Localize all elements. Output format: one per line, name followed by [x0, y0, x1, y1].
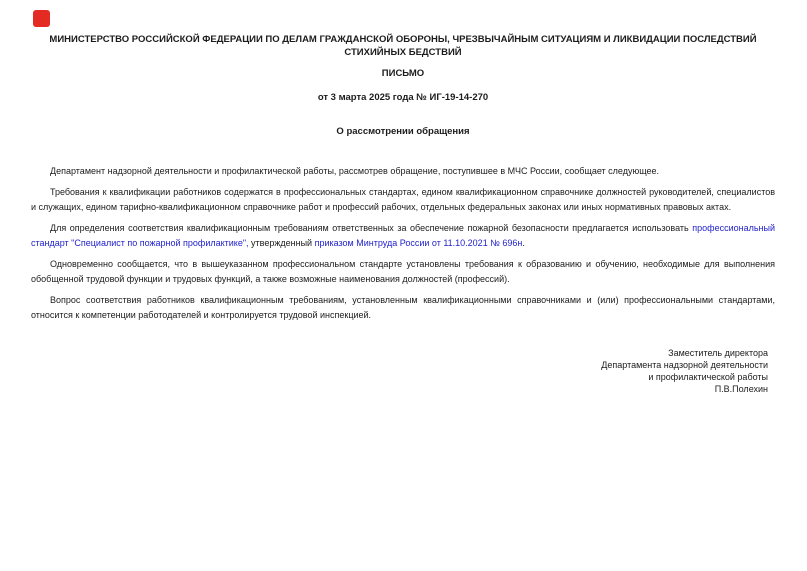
paragraph-text: .: [522, 238, 525, 248]
signature-block: [31, 347, 775, 395]
signature-position-line: Заместитель директора: [668, 348, 768, 358]
document-hyperlink[interactable]: профессиональный стандарт "Специалист по пожарной профилактике",: [31, 223, 775, 248]
paragraph-text: Одновременно сообщается, что в вышеуказанном профессиональном стандарте установлены требования к образованию и обучению, необходимые для выполнения обобщенной трудовой функции и трудовых функций, а также возможные наименования должностей (профессий).: [31, 259, 775, 284]
paragraph-text: Требования к квалификации работников содержатся в профессиональных стандартах, едином квалификационном справочнике должностей руководителей, специалистов и служащих, едином тарифно-квалификационном справочнике работ и профессий рабочих, отдельных федеральных законах или иных нормативных правовых актах.: [31, 187, 775, 212]
paragraph-text: Для определения соответствия квалификационным требованиям ответственных за обеспечение пожарной безопасности предлагается использовать: [50, 223, 693, 233]
signature-department-line: Департамента надзорной деятельности: [601, 360, 768, 370]
paragraph-text: Вопрос соответствия работников квалификационным требованиям, установленным квалификационными справочниками и (или) профессиональными стандартами, относится к компетенции работодателей и контролируется трудовой инспекцией.: [31, 295, 775, 320]
document-date-number: от 3 марта 2025 года № ИГ-19-14-270: [317, 92, 489, 103]
signature-department-line: и профилактической работы: [648, 372, 768, 382]
paragraph-text: утвержденный: [248, 238, 315, 248]
paragraph: [31, 221, 775, 251]
document-subject: О рассмотрении обращения: [336, 126, 470, 137]
document-type: ПИСЬМО: [381, 68, 425, 79]
signature-name: П.В.Полехин: [714, 384, 768, 394]
document-status-icon[interactable]: [33, 10, 50, 27]
document-body: [31, 164, 775, 323]
paragraph: [31, 185, 775, 215]
document-hyperlink[interactable]: приказом Минтруда России от 11.10.2021 № 696н: [314, 238, 523, 248]
paragraph: [31, 293, 775, 323]
ministry-name: МИНИСТЕРСТВО РОССИЙСКОЙ ФЕДЕРАЦИИ ПО ДЕЛАМ ГРАЖДАНСКОЙ ОБОРОНЫ, ЧРЕЗВЫЧАЙНЫМ СИТУАЦИЯМ И ЛИКВИДАЦИИ ПОСЛЕДСТВИЙ СТИХИЙНЫХ БЕДСТВИЙ: [49, 34, 757, 58]
paragraph: [31, 257, 775, 287]
paragraph: [31, 164, 775, 179]
paragraph-text: Департамент надзорной деятельности и профилактической работы, рассмотрев обращение, поступившее в МЧС России, сообщает следующее.: [50, 166, 660, 176]
